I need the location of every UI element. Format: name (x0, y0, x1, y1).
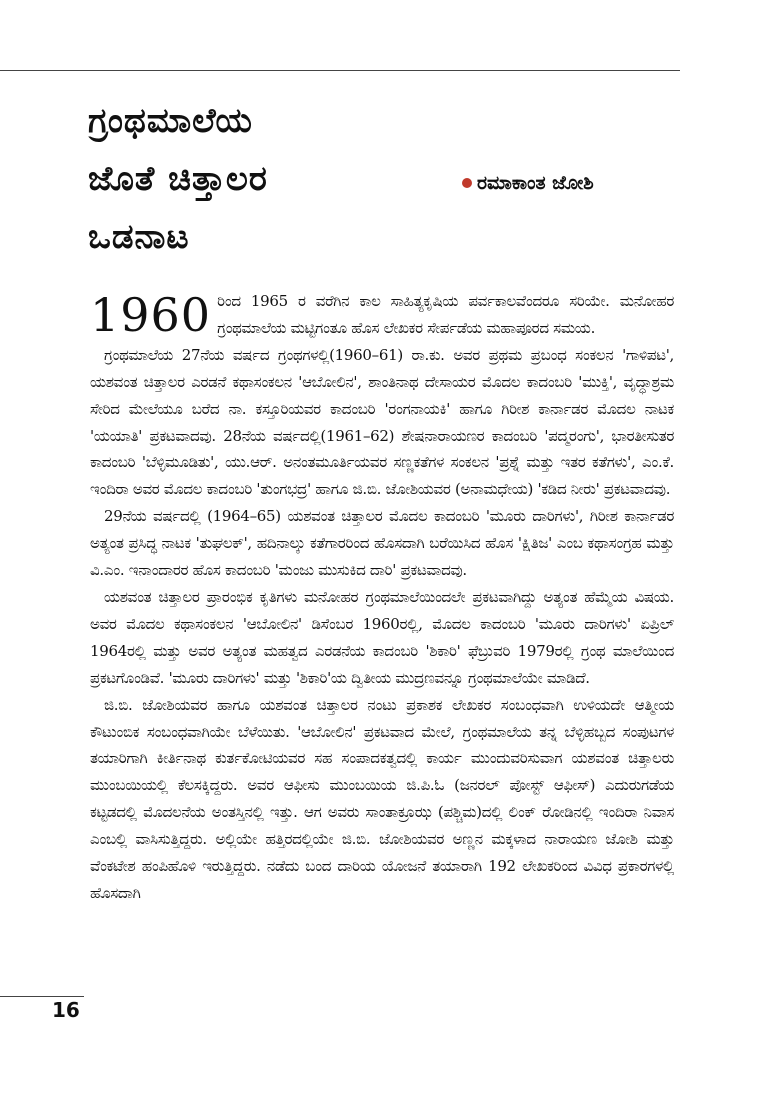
paragraph: 29ನೆಯ ವರ್ಷದಲ್ಲಿ (1964–65) ಯಶವಂತ ಚಿತ್ತಾಲರ ಮೊದಲ ಕಾದಂಬರಿ 'ಮೂರು ದಾರಿಗಳು', ಗಿರೀಶ ಕಾರ್ನಾಡರ ಅತ್ಯಂತ ಪ್ರಸಿದ್ಧ ನಾಟಕ 'ತುಘಲಕ್', ಹದಿನಾಲ್ಕು ಕತೆಗಾರರಿಂದ ಹೊಸದಾಗಿ ಬರೆಯಿಸಿದ ಹೊಸ 'ಕ್ಷಿತಿಜ' ಎಂಬ ಕಥಾಸಂಗ್ರಹ ಮತ್ತು ವಿ.ಎಂ. ಇನಾಂದಾರರ ಹೊಸ ಕಾದಂಬರಿ 'ಮಂಜು ಮುಸುಕಿದ ದಾರಿ' ಪ್ರಕಟವಾದವು. (90, 507, 674, 580)
paragraph: ಯಶವಂತ ಚಿತ್ತಾಲರ ಪ್ರಾರಂಭಿಕ ಕೃತಿಗಳು ಮನೋಹರ ಗ್ರಂಥಮಾಲೆಯಿಂದಲೇ ಪ್ರಕಟವಾಗಿದ್ದು ಅತ್ಯಂತ ಹೆಮ್ಮೆಯ ವಿಷಯ. ಅವರ ಮೊದಲ ಕಥಾಸಂಕಲನ 'ಆಬೋಲಿನ' ಡಿಸೆಂಬರ 1960ರಲ್ಲಿ, ಮೊದಲ ಕಾದಂಬರಿ 'ಮೂರು ದಾರಿಗಳು' ಏಪ್ರಿಲ್ 1964ರಲ್ಲಿ ಮತ್ತು ಅವರ ಅತ್ಯಂತ ಮಹತ್ವದ ಎರಡನೆಯ ಕಾದಂಬರಿ 'ಶಿಕಾರಿ' ಫೆಬ್ರುವರಿ 1979ರಲ್ಲಿ ಗ್ರಂಥ ಮಾಲೆಯಿಂದ ಪ್ರಕಟಗೊಂಡಿವೆ. 'ಮೂರು ದಾರಿಗಳು' ಮತ್ತು 'ಶಿಕಾರಿ'ಯ ದ್ವಿತೀಯ ಮುದ್ರಣವನ್ನೂ ಗ್ರಂಥಮಾಲೆಯೇ ಮಾಡಿದೆ. (90, 587, 674, 687)
author-byline (462, 172, 594, 194)
footer-rule (0, 996, 84, 997)
drop-cap: 1960 (90, 288, 212, 342)
bullet-icon (462, 178, 472, 188)
author-name: ರಮಾಕಾಂತ ಜೋಶಿ (477, 172, 594, 194)
article-title (88, 92, 388, 266)
paragraph: ಜಿ.ಬಿ. ಜೋಶಿಯವರ ಹಾಗೂ ಯಶವಂತ ಚಿತ್ತಾಲರ ನಂಟು ಪ್ರಕಾಶಕ ಲೇಖಕರ ಸಂಬಂಧವಾಗಿ ಉಳಿಯದೇ ಆತ್ಮೀಯ ಕೌಟುಂಬಿಕ ಸಂಬಂಧವಾಗಿಯೇ ಬೆಳೆಯಿತು. 'ಆಬೋಲಿನ' ಪ್ರಕಟವಾದ ಮೇಲೆ, ಗ್ರಂಥಮಾಲೆಯ ತನ್ನ ಬೆಳ್ಳಿಹಬ್ಬದ ಸಂಪುಟಗಳ ತಯಾರಿಗಾಗಿ ಕೀರ್ತಿನಾಥ ಕುರ್ತಕೋಟಿಯವರ ಸಹ ಸಂಪಾದಕತ್ವದಲ್ಲಿ ಕಾರ್ಯ ಮುಂದುವರಿಸುವಾಗ ಯಶವಂತ ಚಿತ್ತಾಲರು ಮುಂಬಯಿಯಲ್ಲಿ ಕೆಲಸಕ್ಕಿದ್ದರು. ಅವರ ಆಫೀಸು ಮುಂಬಯಿಯ ಜಿ.ಪಿ.ಓ (ಜನರಲ್ ಪೋಸ್ಟ್ ಆಫೀಸ್) ಎದುರುಗಡೆಯ ಕಟ್ಟಡದಲ್ಲಿ ಮೊದಲನೆಯ ಅಂತಸ್ತಿನಲ್ಲಿ ಇತ್ತು. ಆಗ ಅವರು ಸಾಂತಾಕ್ರೂಝ (ಪಶ್ಚಿಮ)ದಲ್ಲಿ ಲಿಂಕ್ ರೋಡಿನಲ್ಲಿ ಇಂದಿರಾ ನಿವಾಸ ಎಂಬಲ್ಲಿ ವಾಸಿಸುತ್ತಿದ್ದರು. ಅಲ್ಲಿಯೇ ಹತ್ತಿರದಲ್ಲಿಯೇ ಜಿ.ಬಿ. ಜೋಶಿಯವರ ಅಣ್ಣನ ಮಕ್ಕಳಾದ ನಾರಾಯಣ ಜೋಶಿ ಮತ್ತು ವೆಂಕಟೇಶ ಹಂಪಿಹೊಳಿ ಇರುತ್ತಿದ್ದರು. ನಡೆದು ಬಂದ ದಾರಿಯ ಯೋಜನೆ ತಯಾರಾಗಿ 192 ಲೇಖಕರಿಂದ ವಿವಿಧ ಪ್ರಕಾರಗಳಲ್ಲಿ ಹೊಸದಾಗಿ (90, 695, 674, 902)
paragraph: ಗ್ರಂಥಮಾಲೆಯ 27ನೆಯ ವರ್ಷದ ಗ್ರಂಥಗಳಲ್ಲಿ(1960–61) ರಾ.ಕು. ಅವರ ಪ್ರಥಮ ಪ್ರಬಂಧ ಸಂಕಲನ 'ಗಾಳಿಪಟ', ಯಶವಂತ ಚಿತ್ತಾಲರ ಎರಡನೆ ಕಥಾಸಂಕಲನ 'ಆಬೋಲಿನ', ಶಾಂತಿನಾಥ ದೇಸಾಯರ ಮೊದಲ ಕಾದಂಬರಿ 'ಮುಕ್ತಿ', ವೃದ್ಧಾಶ್ರಮ ಸೇರಿದ ಮೇಲೆಯೂ ಬರೆದ ನಾ. ಕಸ್ತೂರಿಯವರ ಕಾದಂಬರಿ 'ರಂಗನಾಯಕಿ' ಹಾಗೂ ಗಿರೀಶ ಕಾರ್ನಾಡರ ಮೊದಲ ನಾಟಕ 'ಯಯಾತಿ' ಪ್ರಕಟವಾದವು. 28ನೆಯ ವರ್ಷದಲ್ಲಿ(1961–62) ಶೇಷನಾರಾಯಣರ ಕಾದಂಬರಿ 'ಪದ್ಮರಂಗು', ಭಾರತೀಸುತರ ಕಾದಂಬರಿ 'ಬೆಳ್ಳಿಮೂಡಿತು', ಯು.ಆರ್. ಅನಂತಮೂರ್ತಿಯವರ ಸಣ್ಣಕತೆಗಳ ಸಂಕಲನ 'ಪ್ರಶ್ನೆ ಮತ್ತು ಇತರ ಕತೆಗಳು', ಎಂ.ಕೆ. ಇಂದಿರಾ ಅವರ ಮೊದಲ ಕಾದಂಬರಿ 'ತುಂಗಭದ್ರ' ಹಾಗೂ ಜಿ.ಬಿ. ಜೋಶಿಯವರ (ಅನಾಮಧೇಯ) 'ಕಡಿದ ನೀರು' ಪ್ರಕಟವಾದವು. (90, 345, 674, 499)
page-number: 16 (52, 998, 80, 1022)
top-rule (0, 70, 680, 71)
title-line: ಒಡನಾಟ (88, 217, 190, 257)
title-line: ಗ್ರಂಥಮಾಲೆಯ (88, 101, 253, 141)
paragraph (90, 288, 674, 342)
title-line: ಜೊತೆ ಚಿತ್ತಾಲರ (88, 159, 268, 199)
paragraph-text: ರಿಂದ 1965 ರ ವರೆಗಿನ ಕಾಲ ಸಾಹಿತ್ಯಕೃಷಿಯ ಪರ್ವಕಾಲವೆಂದರೂ ಸರಿಯೇ. ಮನೋಹರ ಗ್ರಂಥಮಾಲೆಯ ಮಟ್ಟಿಗಂತೂ ಹೊಸ ಲೇಖಕರ ಸೇರ್ಪಡೆಯ ಮಹಾಪೂರದ ಸಮಯ. (217, 292, 674, 337)
article-body (90, 288, 674, 907)
